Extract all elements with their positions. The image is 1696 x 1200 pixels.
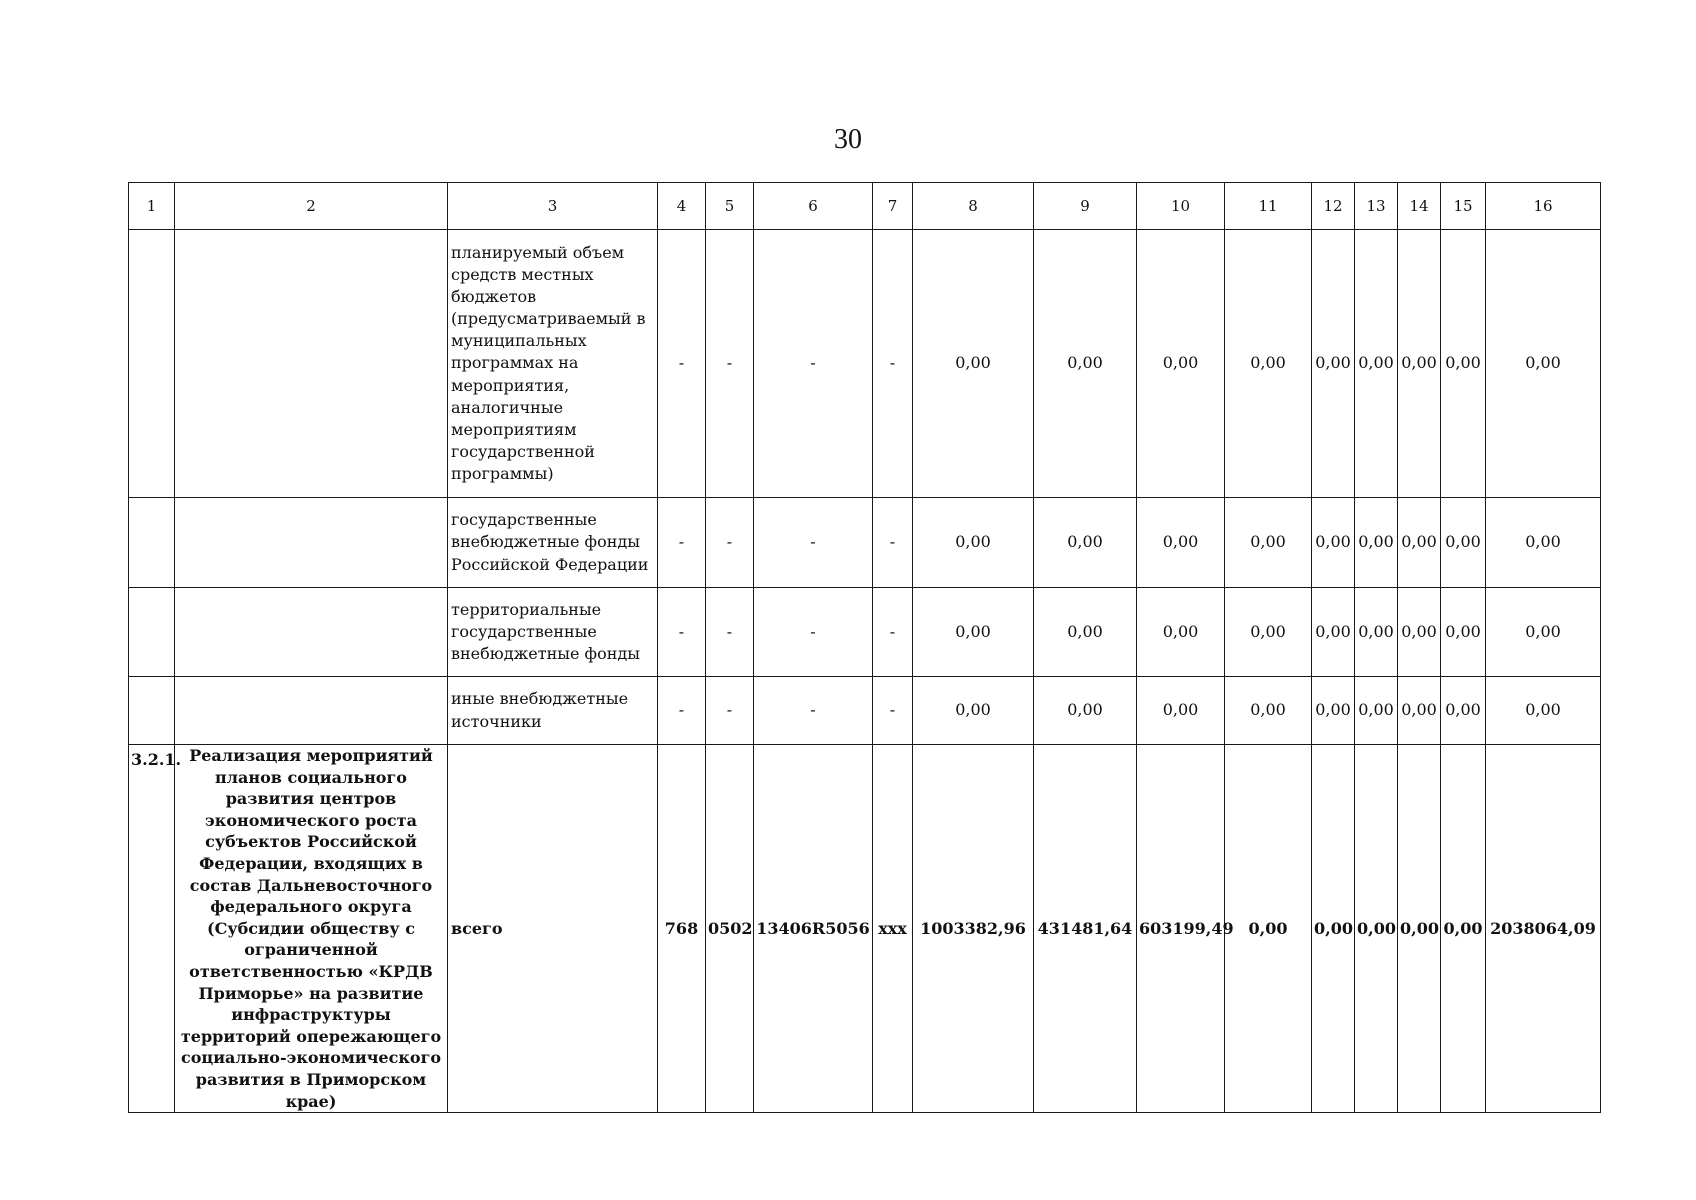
activity-cell bbox=[175, 677, 448, 745]
table-cell: - bbox=[706, 498, 754, 588]
table-cell: 431481,64 bbox=[1034, 745, 1137, 1113]
row-number bbox=[129, 588, 175, 677]
funding-source-cell: территориальные государственные внебюджетные фонды bbox=[448, 588, 658, 677]
table-row bbox=[129, 588, 1601, 677]
table-cell: 0,00 bbox=[1312, 588, 1355, 677]
table-cell: 0,00 bbox=[1034, 588, 1137, 677]
column-header: 15 bbox=[1441, 183, 1486, 230]
table-cell: 0,00 bbox=[1312, 498, 1355, 588]
column-header: 16 bbox=[1486, 183, 1601, 230]
table-cell: 603199,49 bbox=[1137, 745, 1225, 1113]
column-header: 2 bbox=[175, 183, 448, 230]
table-cell: 0,00 bbox=[1355, 498, 1398, 588]
table-cell: - bbox=[873, 588, 913, 677]
table-cell: 0,00 bbox=[1486, 498, 1601, 588]
table-cell: - bbox=[873, 230, 913, 498]
table-cell: 0,00 bbox=[1034, 498, 1137, 588]
column-header: 1 bbox=[129, 183, 175, 230]
column-header: 3 bbox=[448, 183, 658, 230]
column-header: 5 bbox=[706, 183, 754, 230]
table-cell: 0,00 bbox=[1137, 498, 1225, 588]
table-cell: 0,00 bbox=[1398, 230, 1441, 498]
activity-cell bbox=[175, 498, 448, 588]
table-cell: 0,00 bbox=[1486, 677, 1601, 745]
funding-source-cell: иные внебюджетные источники bbox=[448, 677, 658, 745]
table-row bbox=[129, 498, 1601, 588]
page-number: 30 bbox=[834, 124, 862, 155]
column-header: 9 bbox=[1034, 183, 1137, 230]
table-cell: 0,00 bbox=[913, 230, 1034, 498]
table-header-row bbox=[129, 183, 1601, 230]
row-number bbox=[129, 677, 175, 745]
table-cell: - bbox=[658, 230, 706, 498]
table-cell: 0,00 bbox=[1137, 588, 1225, 677]
table-cell: 0,00 bbox=[1441, 588, 1486, 677]
table-cell: 0,00 bbox=[1398, 677, 1441, 745]
table-cell: 0502 bbox=[706, 745, 754, 1113]
table-row bbox=[129, 677, 1601, 745]
table-cell: - bbox=[706, 677, 754, 745]
column-header: 4 bbox=[658, 183, 706, 230]
column-header: 11 bbox=[1225, 183, 1312, 230]
table-cell: 0,00 bbox=[913, 498, 1034, 588]
column-header: 10 bbox=[1137, 183, 1225, 230]
table-cell: - bbox=[706, 230, 754, 498]
table-cell: - bbox=[754, 230, 873, 498]
table-cell: - bbox=[706, 588, 754, 677]
table-cell: 0,00 bbox=[1398, 498, 1441, 588]
table-cell: 0,00 bbox=[1486, 588, 1601, 677]
table-cell: - bbox=[873, 498, 913, 588]
table-cell: 1003382,96 bbox=[913, 745, 1034, 1113]
table-cell: - bbox=[754, 498, 873, 588]
table-cell: 0,00 bbox=[913, 677, 1034, 745]
row-number bbox=[129, 498, 175, 588]
table-cell: 13406R5056 bbox=[754, 745, 873, 1113]
table-cell: 0,00 bbox=[1398, 745, 1441, 1113]
table-cell: - bbox=[658, 588, 706, 677]
table-cell: 0,00 bbox=[1034, 677, 1137, 745]
activity-cell bbox=[175, 230, 448, 498]
table-cell: 0,00 bbox=[1441, 677, 1486, 745]
table-row bbox=[129, 230, 1601, 498]
table-cell: 0,00 bbox=[1398, 588, 1441, 677]
table-cell: - bbox=[754, 588, 873, 677]
table-row bbox=[129, 745, 1601, 1113]
table-cell: 0,00 bbox=[1312, 745, 1355, 1113]
table-cell: 0,00 bbox=[1355, 677, 1398, 745]
column-header: 8 bbox=[913, 183, 1034, 230]
table-cell: 0,00 bbox=[1441, 230, 1486, 498]
table-cell: 0,00 bbox=[1312, 230, 1355, 498]
table-cell: - bbox=[658, 498, 706, 588]
column-header: 6 bbox=[754, 183, 873, 230]
column-header: 13 bbox=[1355, 183, 1398, 230]
funding-source-cell: планируемый объем средств местных бюджетов (предусматриваемый в муниципальных программах на мероприятия, аналогичные мероприятиям государственной программы) bbox=[448, 230, 658, 498]
column-header: 14 bbox=[1398, 183, 1441, 230]
table-cell: 0,00 bbox=[1225, 677, 1312, 745]
table-cell: 0,00 bbox=[1486, 230, 1601, 498]
funding-source-cell: государственные внебюджетные фонды Российской Федерации bbox=[448, 498, 658, 588]
table-cell: 0,00 bbox=[1225, 745, 1312, 1113]
row-number: 3.2.1. bbox=[129, 745, 175, 1113]
table-cell: 0,00 bbox=[913, 588, 1034, 677]
table-cell: 2038064,09 bbox=[1486, 745, 1601, 1113]
table-cell: 0,00 bbox=[1441, 745, 1486, 1113]
table-cell: ххх bbox=[873, 745, 913, 1113]
column-header: 12 bbox=[1312, 183, 1355, 230]
funding-source-cell: всего bbox=[448, 745, 658, 1113]
table-cell: 0,00 bbox=[1312, 677, 1355, 745]
table-cell: 0,00 bbox=[1225, 498, 1312, 588]
table-cell: - bbox=[754, 677, 873, 745]
activity-cell bbox=[175, 588, 448, 677]
table-cell: 0,00 bbox=[1137, 677, 1225, 745]
table-cell: 0,00 bbox=[1441, 498, 1486, 588]
table-cell: 768 bbox=[658, 745, 706, 1113]
table-cell: 0,00 bbox=[1355, 588, 1398, 677]
activity-cell: Реализация мероприятий планов социального развития центров экономического роста субъектов Российской Федерации, входящих в состав Дальневосточного федерального округа (Субсидии обществу с ограниченной ответственностью «КРДВ Приморье» на развитие инфраструктуры территорий опережающего социально-экономического развития в Приморском крае) bbox=[175, 745, 448, 1113]
budget-table bbox=[128, 182, 1601, 1113]
table-cell: 0,00 bbox=[1225, 230, 1312, 498]
table-cell: 0,00 bbox=[1034, 230, 1137, 498]
row-number bbox=[129, 230, 175, 498]
table-cell: - bbox=[873, 677, 913, 745]
table-cell: 0,00 bbox=[1137, 230, 1225, 498]
table-cell: - bbox=[658, 677, 706, 745]
table-cell: 0,00 bbox=[1225, 588, 1312, 677]
table-cell: 0,00 bbox=[1355, 230, 1398, 498]
table-cell: 0,00 bbox=[1355, 745, 1398, 1113]
column-header: 7 bbox=[873, 183, 913, 230]
